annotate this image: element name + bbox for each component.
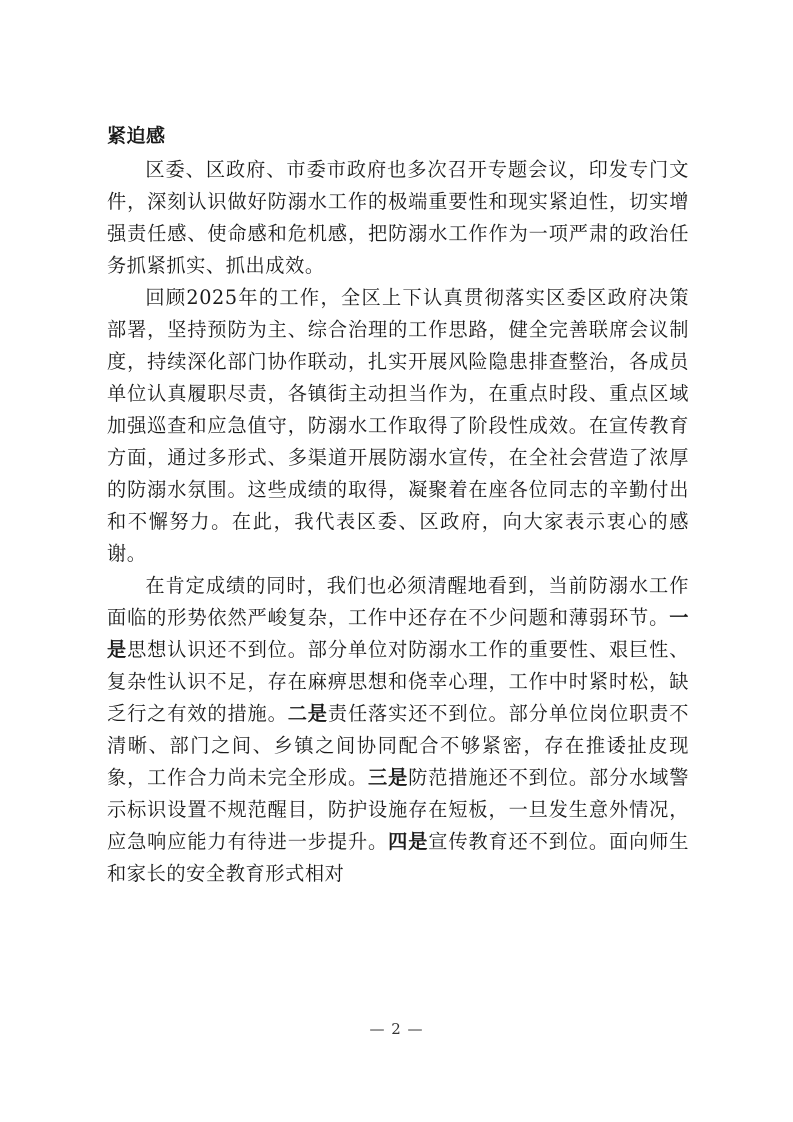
- section-heading: 紧迫感: [107, 125, 166, 147]
- point-text-3: 防范措施还不到位。部分水域警示标识设置不规范醒目，防护设施存在短板，一旦发生意外情况，应急响应能力有待进一步提升。: [107, 766, 690, 853]
- page-number: — 2 —: [369, 1020, 424, 1038]
- paragraph-2: 回顾2025年的工作，全区上下认真贯彻落实区委区政府决策部署，坚持预防为主、综合治理的工作思路，健全完善联席会议制度，持续深化部门协作联动，扎实开展风险隐患排查整治，各成员单位认真履职尽责，各镇街主动担当作为，在重点时段、重点区域加强巡查和应急值守，防溺水工作取得了阶段性成效。在宣传教育方面，通过多形式、多渠道开展防溺水宣传，在全社会营造了浓厚的防溺水氛围。这些成绩的取得，凝聚着在座各位同志的辛勤付出和不懈努力。在此，我代表区委、区政府，向大家表示衷心的感谢。: [107, 286, 689, 565]
- point-text-2: 责任落实还不到位。部分单位岗位职责不清晰、部门之间、乡镇之间协同配合不够紧密，存在推诿扯皮现象，工作合力尚未完全形成。: [107, 702, 690, 789]
- paragraph-3-intro: 在肯定成绩的同时，我们也必须清醒地看到，当前防溺水工作面临的形势依然严峻复杂，工作中还存在不少问题和薄弱环节。: [107, 574, 689, 629]
- point-text-1: 思想认识还不到位。部分单位对防溺水工作的重要性、艰巨性、复杂性认识不足，存在麻痹思想和侥幸心理，工作中时紧时松，缺乏行之有效的措施。: [107, 638, 689, 725]
- point-marker-4: 四是: [388, 830, 429, 853]
- point-marker-2: 二是: [287, 702, 328, 725]
- point-marker-1: 一是: [107, 606, 689, 661]
- point-text-4: 宣传教育还不到位。面向师生和家长的安全教育形式相对: [107, 830, 690, 885]
- paragraph-1: 区委、区政府、市委市政府也多次召开专题会议，印发专门文件，深刻认识做好防溺水工作的极端重要性和现实紧迫性，切实增强责任感、使命感和危机感，把防溺水工作作为一项严肃的政治任务抓紧抓实、抓出成效。: [107, 158, 689, 277]
- point-marker-3: 三是: [368, 766, 409, 789]
- paragraph-3: [107, 570, 689, 890]
- page-content: [107, 121, 689, 890]
